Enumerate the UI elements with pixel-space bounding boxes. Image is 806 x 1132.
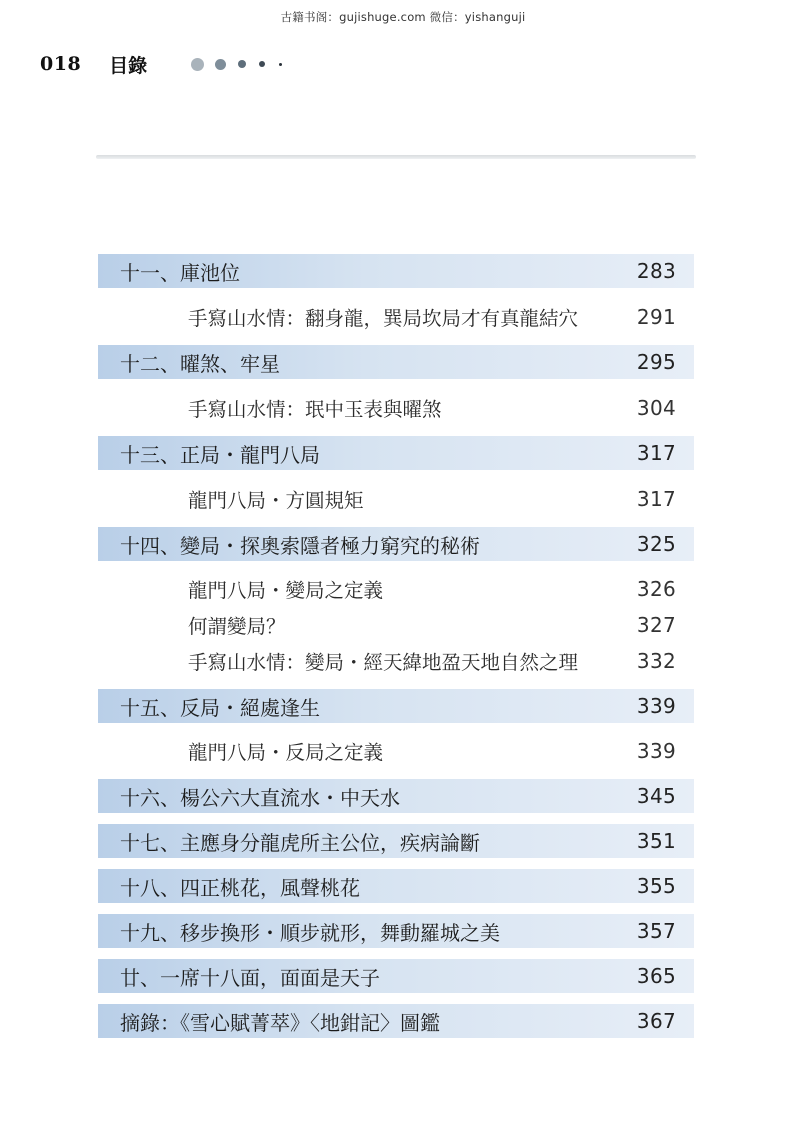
toc-entry-label: 十八、四正桃花，風聲桃花 xyxy=(120,875,360,900)
watermark-text: 古籍书阁：gujishuge.com 微信：yishanguji xyxy=(280,10,526,24)
toc-entry-page: 304 xyxy=(636,396,676,420)
toc-entry-page: 327 xyxy=(636,613,676,637)
toc-entry-label: 十二、曜煞、牢星 xyxy=(120,351,280,376)
toc-entry[interactable] xyxy=(98,527,694,561)
toc-entry[interactable] xyxy=(98,869,694,903)
toc-entry-page: 317 xyxy=(636,487,676,511)
toc-entry-label: 何謂變局？ xyxy=(188,615,286,638)
toc-entry-page: 345 xyxy=(636,784,676,808)
toc-entry-page: 291 xyxy=(636,305,676,329)
toc-entry-page: 339 xyxy=(636,739,676,763)
toc-entry-label: 手寫山水情：變局・經天緯地盈天地自然之理 xyxy=(188,651,579,674)
toc-entry-page: 355 xyxy=(636,874,676,898)
toc-entry-label: 手寫山水情：珉中玉表與曜煞 xyxy=(188,398,442,421)
toc-entry-label: 摘錄：《雪心賦菁萃》〈地鉗記〉圖鑑 xyxy=(120,1010,440,1035)
toc-entry-page: 351 xyxy=(636,829,676,853)
toc-entry-page: 326 xyxy=(636,577,676,601)
toc-entry-label: 手寫山水情：翻身龍，巽局坎局才有真龍結穴 xyxy=(188,307,579,330)
toc-entry-page: 317 xyxy=(636,441,676,465)
toc-entry[interactable] xyxy=(98,914,694,948)
toc-entry-label: 龍門八局・方圓規矩 xyxy=(188,489,364,512)
toc-entry[interactable] xyxy=(98,959,694,993)
toc-entry-page: 367 xyxy=(636,1009,676,1033)
toc-entry-label: 龍門八局・變局之定義 xyxy=(188,579,384,602)
toc-entry-page: 283 xyxy=(636,259,676,283)
toc-entry[interactable] xyxy=(98,436,694,470)
toc-entry-page: 357 xyxy=(636,919,676,943)
toc-entry-label: 十一、庫池位 xyxy=(120,260,240,285)
toc-entry[interactable] xyxy=(98,482,694,516)
toc-entry-page: 295 xyxy=(636,350,676,374)
toc-entry[interactable] xyxy=(98,644,694,678)
toc-entry[interactable] xyxy=(98,300,694,334)
toc-entry[interactable] xyxy=(98,1004,694,1038)
toc-entry-page: 332 xyxy=(636,649,676,673)
toc-entry[interactable] xyxy=(98,254,694,288)
toc-entry-label: 廿、一席十八面，面面是天子 xyxy=(120,965,380,990)
toc-entry-page: 325 xyxy=(636,532,676,556)
toc-entry[interactable] xyxy=(98,391,694,425)
page-title: 目錄 xyxy=(109,54,148,77)
toc-entry[interactable] xyxy=(98,608,694,642)
toc-entry[interactable] xyxy=(98,779,694,813)
toc-entry-label: 十六、楊公六大直流水・中天水 xyxy=(120,785,400,810)
toc-entry-page: 365 xyxy=(636,964,676,988)
toc-entry[interactable] xyxy=(98,689,694,723)
toc-entry[interactable] xyxy=(98,572,694,606)
page-number: 018 xyxy=(40,53,82,75)
toc-entry-label: 十五、反局・絕處逢生 xyxy=(120,695,320,720)
toc-entry-label: 龍門八局・反局之定義 xyxy=(188,741,384,764)
toc-entry[interactable] xyxy=(98,824,694,858)
toc-entry-label: 十三、正局・龍門八局 xyxy=(120,442,320,467)
toc-entry-label: 十四、變局・探奧索隱者極力窮究的秘術 xyxy=(120,533,480,558)
toc-entry[interactable] xyxy=(98,345,694,379)
toc-entry-label: 十七、主應身分龍虎所主公位，疾病論斷 xyxy=(120,830,480,855)
toc-entry-label: 十九、移步換形・順步就形，舞動羅城之美 xyxy=(120,920,500,945)
toc-entry-page: 339 xyxy=(636,694,676,718)
toc-entry[interactable] xyxy=(98,734,694,768)
